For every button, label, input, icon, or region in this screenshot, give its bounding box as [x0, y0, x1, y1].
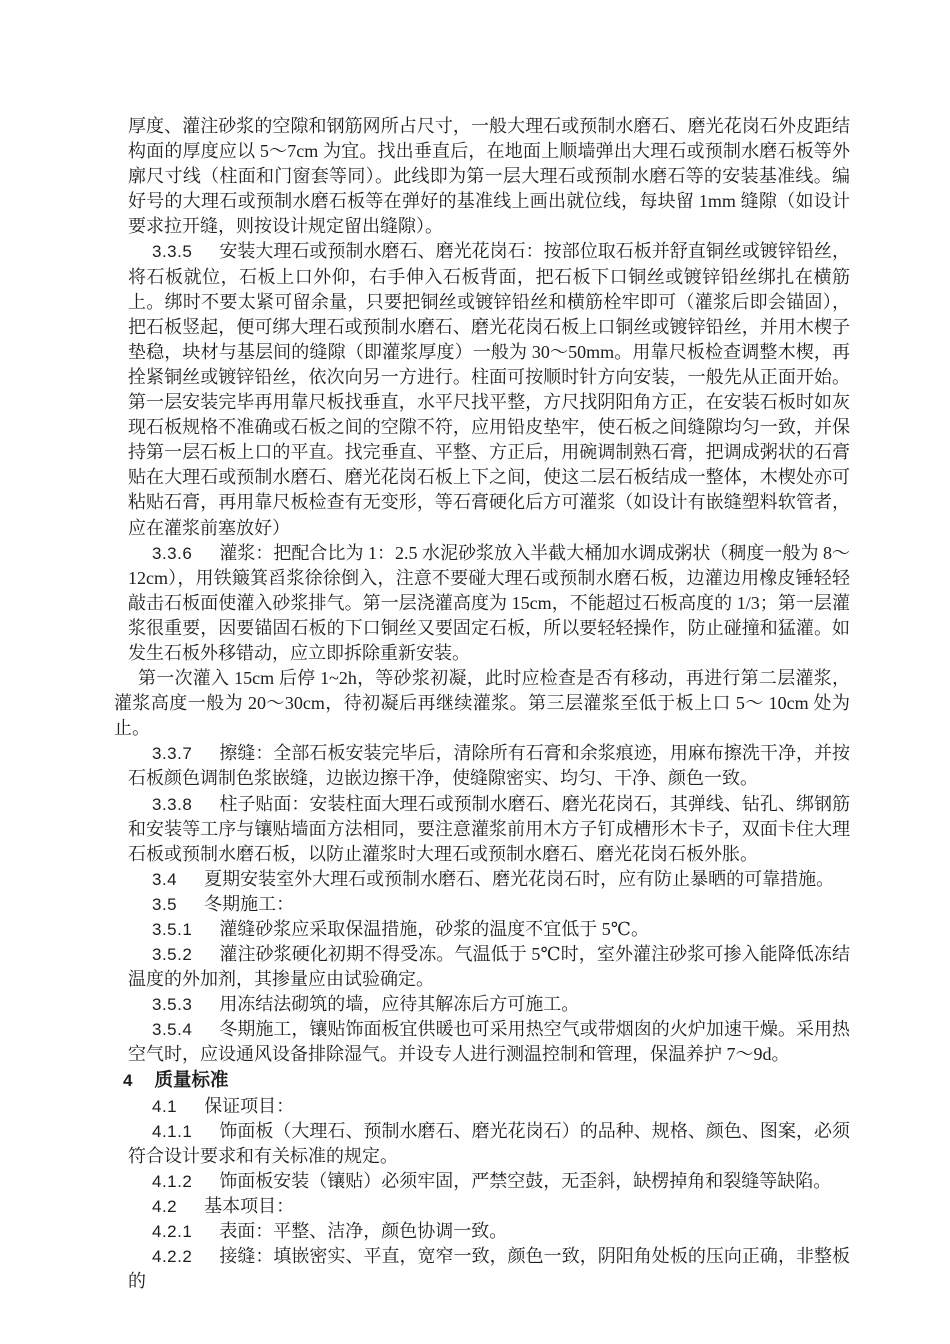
clause-text: 接缝：填嵌密实、平直，宽窄一致，颜色一致，阴阳角处板的压向正确，非整板的	[128, 1246, 850, 1292]
clause-number: 4.1.1	[152, 1121, 193, 1141]
paragraph-continuation	[128, 114, 850, 239]
clause-text: 冬期施工，镶贴饰面板宜供暖也可采用热空气或带烟囱的火炉加速干燥。采用热空气时，应设通风设备排除湿气。并设专人进行测温控制和管理，保温养护 7～9d。	[128, 1019, 850, 1065]
clause-text: 用冻结法砌筑的墙，应待其解冻后方可施工。	[219, 994, 580, 1015]
clause-number: 4.1	[152, 1096, 178, 1116]
clause-text: 冬期施工：	[204, 893, 295, 914]
clause-number: 3.5.1	[152, 920, 193, 939]
clause-text: 基本项目：	[204, 1196, 295, 1217]
clause-text: 灌浆：把配合比为 1：2.5 水泥砂浆放入半截大桶加水调成粥状（稠度一般为 8～ 12cm），用铁簸箕舀浆徐徐倒入，注意不要碰大理石或预制水磨石板，边灌边用橡皮锤轻轻敲击石板面使灌入砂浆排气。第一层浇灌高度为 15cm，不能超过石板高度的 1/3；第一层灌浆很重要，因要锚固石板的下口铜丝又要固定石板，所以要轻轻操作，防止碰撞和猛灌。如发生石板外移错动，应立即拆除重新安装。	[128, 542, 850, 663]
clause-number: 3.5.4	[152, 1020, 193, 1040]
clause-4-2-1	[128, 1219, 850, 1244]
clause-number: 4.2.2	[152, 1247, 193, 1267]
clause-text: 擦缝：全部石板安装完毕后，清除所有石膏和余浆痕迹，用麻布擦洗干净，并按石板颜色调制色浆嵌缝，边嵌边擦干净，使缝隙密实、均匀、干净、颜色一致。	[128, 743, 850, 789]
clause-text: 饰面板（大理石、预制水磨石、磨光花岗石）的品种、规格、颜色、图案，必须符合设计要求和有关标准的规定。	[128, 1120, 850, 1166]
clause-number: 3.3.7	[152, 744, 193, 764]
clause-text: 表面：平整、洁净，颜色协调一致。	[219, 1221, 508, 1242]
clause-3-5-4	[128, 1017, 850, 1067]
clause-number: 3.3.6	[152, 543, 193, 563]
clause-number: 3.4	[152, 869, 178, 889]
clause-text: 厚度、灌注砂浆的空隙和钢筋网所占尺寸，一般大理石或预制水磨石、磨光花岗石外皮距结构面的厚度应以 5～7cm 为宜。找出垂直后，在地面上顺墙弹出大理石或预制水磨石板等外廓尺寸线（柱面和门窗套等同）。此线即为第一层大理石或预制水磨石等的安装基准线。编好号的大理石或预制水磨石板等在弹好的基准线上画出就位线，每块留 1mm 缝隙（如设计要求拉开缝，则按设计规定留出缝隙）。	[128, 116, 850, 237]
clause-number: 3.5.2	[152, 945, 193, 965]
clause-4-2	[128, 1194, 850, 1219]
clause-number: 4.2.1	[152, 1222, 193, 1242]
section-number: 4	[123, 1070, 133, 1090]
clause-number: 3.3.8	[152, 794, 193, 814]
clause-text: 柱子贴面：安装柱面大理石或预制水磨石、磨光花岗石，其弹线、钻孔、绑钢筋和安装等工序与镶贴墙面方法相同，要注意灌浆前用木方子钉成槽形木卡子，双面卡住大理石板或预制水磨石板，以防止灌浆时大理石或预制水磨石、磨光花岗石板外胀。	[128, 793, 850, 864]
clause-number: 4.2	[152, 1197, 178, 1217]
paragraph-grouting-note	[114, 666, 850, 741]
section-title: 质量标准	[154, 1070, 229, 1091]
clause-number: 3.5.3	[152, 995, 193, 1015]
clause-4-1	[128, 1094, 850, 1119]
clause-3-5-1	[128, 917, 850, 942]
clause-3-5-2	[128, 942, 850, 992]
clause-number: 3.3.5	[152, 242, 193, 262]
clause-4-1-1	[128, 1119, 850, 1169]
clause-text: 保证项目：	[204, 1095, 295, 1116]
clause-3-5	[128, 892, 850, 917]
clause-text: 第一次灌入 15cm 后停 1~2h，等砂浆初凝，此时应检查是否有移动，再进行第二层灌浆，灌浆高度一般为 20～30cm，待初凝后再继续灌浆。第三层灌浆至低于板上口 5～ 10cm 处为止。	[114, 668, 850, 739]
clause-number: 3.5	[152, 894, 178, 914]
clause-3-3-7	[128, 741, 850, 791]
clause-3-3-5	[128, 239, 850, 540]
clause-3-4	[128, 867, 850, 892]
clause-3-3-8	[128, 792, 850, 867]
section-heading-quality-standard	[123, 1068, 850, 1094]
clause-text: 灌缝砂浆应采取保温措施，砂浆的温度不宜低于 5℃。	[219, 919, 649, 939]
clause-4-2-2	[128, 1244, 850, 1294]
clause-number: 4.1.2	[152, 1171, 193, 1191]
clause-text: 夏期安装室外大理石或预制水磨石、磨光花岗石时，应有防止暴晒的可靠措施。	[204, 868, 835, 889]
clause-3-5-3	[128, 992, 850, 1017]
clause-4-1-2	[128, 1169, 850, 1194]
clause-text: 安装大理石或预制水磨石、磨光花岗石：按部位取石板并舒直铜丝或镀锌铅丝，将石板就位，石板上口外仰，右手伸入石板背面，把石板下口铜丝或镀锌铅丝绑扎在横筋上。绑时不要太紧可留余量，只要把铜丝或镀锌铅丝和横筋栓牢即可（灌浆后即会锚固），把石板竖起，便可绑大理石或预制水磨石、磨光花岗石板上口铜丝或镀锌铅丝，并用木楔子垫稳，块材与基层间的缝隙（即灌浆厚度）一般为 30～50mm。用靠尺板检查调整木楔，再拴紧铜丝或镀锌铅丝，依次向另一方进行。柱面可按顺时针方向安装，一般先从正面开始。第一层安装完毕再用靠尺板找垂直，水平尺找平整，方尺找阴阳角方正，在安装石板时如灰现石板规格不准确或石板之间的空隙不符，应用铅皮垫牢，使石板之间缝隙均匀一致，并保持第一层石板上口的平直。找完垂直、平整、方正后，用碗调制熟石膏，把调成粥状的石膏贴在大理石或预制水磨石、磨光花岗石板上下之间，使这二层石板结成一整体，木楔处亦可粘贴石膏，再用靠尺板检查有无变形，等石膏硬化后方可灌浆（如设计有嵌缝塑料软管者，应在灌浆前塞放好）	[128, 241, 850, 538]
clause-text: 饰面板安装（镶贴）必须牢固，严禁空鼓，无歪斜，缺楞掉角和裂缝等缺陷。	[219, 1170, 832, 1191]
clause-text: 灌注砂浆硬化初期不得受冻。气温低于 5℃时，室外灌注砂浆可掺入能降低冻结温度的外加剂，其掺量应由试验确定。	[128, 944, 850, 990]
clause-3-3-6	[128, 541, 850, 666]
